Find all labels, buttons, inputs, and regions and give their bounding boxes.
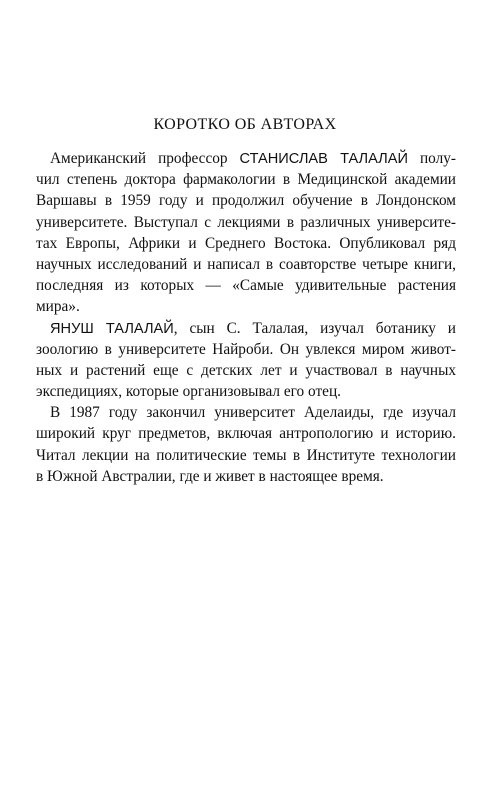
text-line: ЯНУШ ТАЛАЛАЙ, сын С. Талалая, изучал ботанику и xyxy=(50,319,456,337)
text-line: мира». xyxy=(36,298,80,316)
text-line: последняя из которых — «Самые удивительные растения xyxy=(36,277,456,295)
text-line: Американский профессор СТАНИСЛАВ ТАЛАЛАЙ полу- xyxy=(50,150,456,167)
authors-text xyxy=(36,148,456,487)
paragraph-education xyxy=(36,402,456,487)
author-name: СТАНИСЛАВ ТАЛАЛАЙ xyxy=(239,151,408,167)
text-line: широкий круг предметов, включая антропологию и историю. xyxy=(36,425,456,443)
author-name: ЯНУШ ТАЛАЛАЙ xyxy=(50,320,174,337)
paragraph-stanislav xyxy=(36,148,456,318)
text-line: Варшавы в 1959 году и продолжил обучение в Лондонском xyxy=(36,192,456,210)
text-line: экспедициях, которые организовывал его отец. xyxy=(36,383,341,401)
text-line: тах Европы, Африки и Среднего Востока. Опубликовал ряд xyxy=(36,234,456,252)
text-line: чил степень доктора фармакологии в Медицинской академии xyxy=(36,171,456,189)
text-line: в Южной Австралии, где и живет в настоящее время. xyxy=(36,467,384,485)
page-title: КОРОТКО ОБ АВТОРАХ xyxy=(153,116,337,133)
text-line: зоологию в университете Найроби. Он увлекся миром живот- xyxy=(36,340,456,358)
text-line: научных исследований и написал в соавторстве четыре книги, xyxy=(36,255,456,273)
text-line: ных и растений еще с детских лет и участвовал в научных xyxy=(36,361,456,379)
text-line: университете. Выступал с лекциями в различных университе- xyxy=(36,213,456,231)
text-line: Читал лекции на политические темы в Институте технологии xyxy=(36,446,456,464)
text-line: В 1987 году закончил университет Аделаиды, где изучал xyxy=(50,404,456,422)
paragraph-yanush xyxy=(36,318,456,403)
